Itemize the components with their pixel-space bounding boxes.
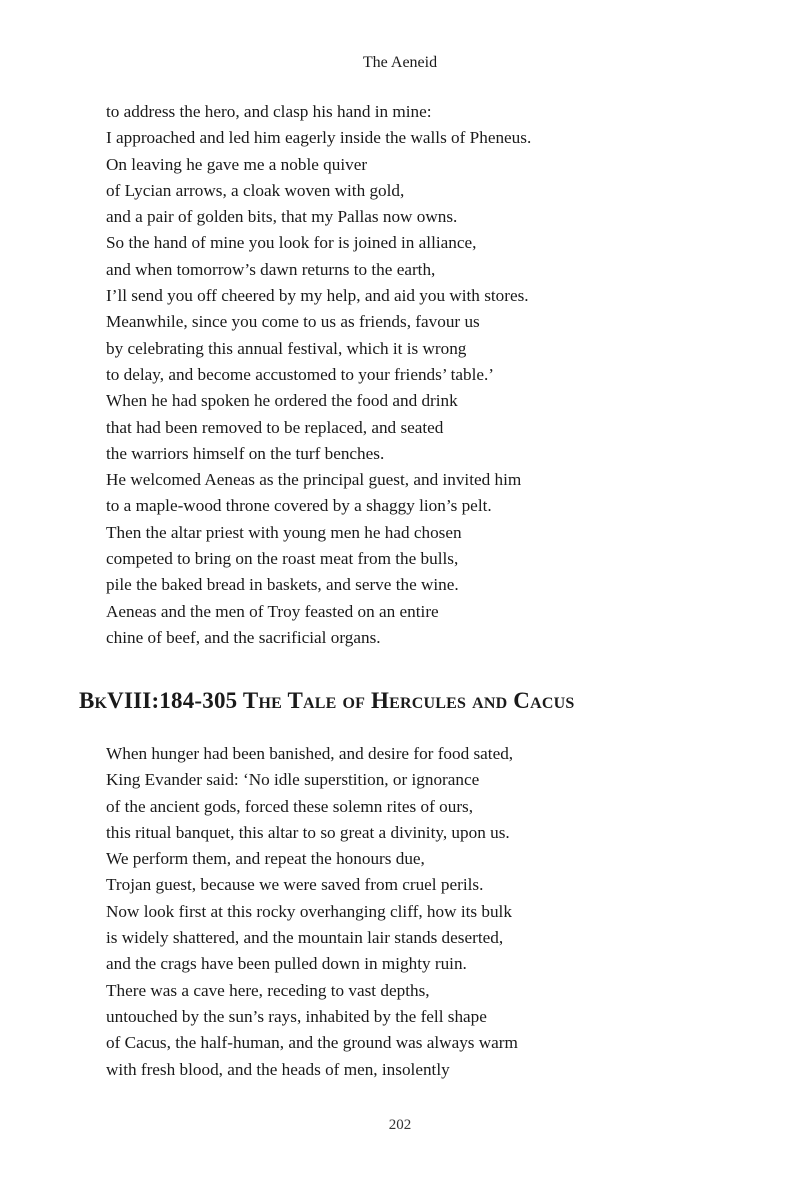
verse-line: King Evander said: ‘No idle superstition, or ignorance <box>106 770 480 790</box>
verse-line: chine of beef, and the sacrificial organs. <box>106 627 381 647</box>
verse-line: There was a cave here, receding to vast depths, <box>106 980 430 1000</box>
verse-line: Meanwhile, since you come to us as friends, favour us <box>106 312 480 332</box>
verse-line: I’ll send you off cheered by my help, and aid you with stores. <box>106 286 529 306</box>
verse-line: this ritual banquet, this altar to so great a divinity, upon us. <box>106 822 510 842</box>
page-number: 202 <box>388 1117 412 1133</box>
verse-line: by celebrating this annual festival, which it is wrong <box>106 338 467 358</box>
verse-line: Aeneas and the men of Troy feasted on an entire <box>106 601 439 621</box>
verse-line: He welcomed Aeneas as the principal guest, and invited him <box>106 470 522 490</box>
verse-line: to a maple-wood throne covered by a shaggy lion’s pelt. <box>106 496 492 516</box>
verse-passage <box>106 99 726 651</box>
verse-line: When he had spoken he ordered the food and drink <box>106 391 458 411</box>
verse-line: to delay, and become accustomed to your friends’ table.’ <box>106 364 495 384</box>
verse-line: with fresh blood, and the heads of men, insolently <box>106 1059 450 1079</box>
verse-line: Trojan guest, because we were saved from cruel perils. <box>106 875 484 895</box>
verse-line: Then the altar priest with young men he had chosen <box>106 522 462 542</box>
verse-line: of the ancient gods, forced these solemn rites of ours, <box>106 796 474 816</box>
verse-line: untouched by the sun’s rays, inhabited by the fell shape <box>106 1006 487 1026</box>
verse-line: pile the baked bread in baskets, and serve the wine. <box>106 575 459 595</box>
verse-line: is widely shattered, and the mountain lair stands deserted, <box>106 928 504 948</box>
verse-line: of Cacus, the half-human, and the ground was always warm <box>106 1033 518 1053</box>
verse-line: competed to bring on the roast meat from the bulls, <box>106 549 459 569</box>
verse-line: that had been removed to be replaced, and seated <box>106 417 444 437</box>
verse-line: When hunger had been banished, and desire for food sated, <box>106 744 514 763</box>
verse-line: and a pair of golden bits, that my Pallas now owns. <box>106 207 458 227</box>
running-header: The Aeneid <box>362 54 438 71</box>
verse-line: and when tomorrow’s dawn returns to the earth, <box>106 259 436 279</box>
verse-line: and the crags have been pulled down in mighty ruin. <box>106 954 467 974</box>
verse-line: So the hand of mine you look for is joined in alliance, <box>106 233 477 253</box>
verse-line: I approached and led him eagerly inside the walls of Pheneus. <box>106 128 532 148</box>
verse-line: to address the hero, and clasp his hand in mine: <box>106 102 432 121</box>
verse-line: We perform them, and repeat the honours due, <box>106 849 425 869</box>
section-heading: BkVIII:184-305 The Tale of Hercules and Cacus <box>79 688 575 713</box>
verse-line: the warriors himself on the turf benches. <box>106 443 385 463</box>
verse-line: Now look first at this rocky overhanging cliff, how its bulk <box>106 901 512 921</box>
verse-line: On leaving he gave me a noble quiver <box>106 154 368 174</box>
verse-line: of Lycian arrows, a cloak woven with gold, <box>106 180 405 200</box>
verse-passage <box>106 741 726 1083</box>
